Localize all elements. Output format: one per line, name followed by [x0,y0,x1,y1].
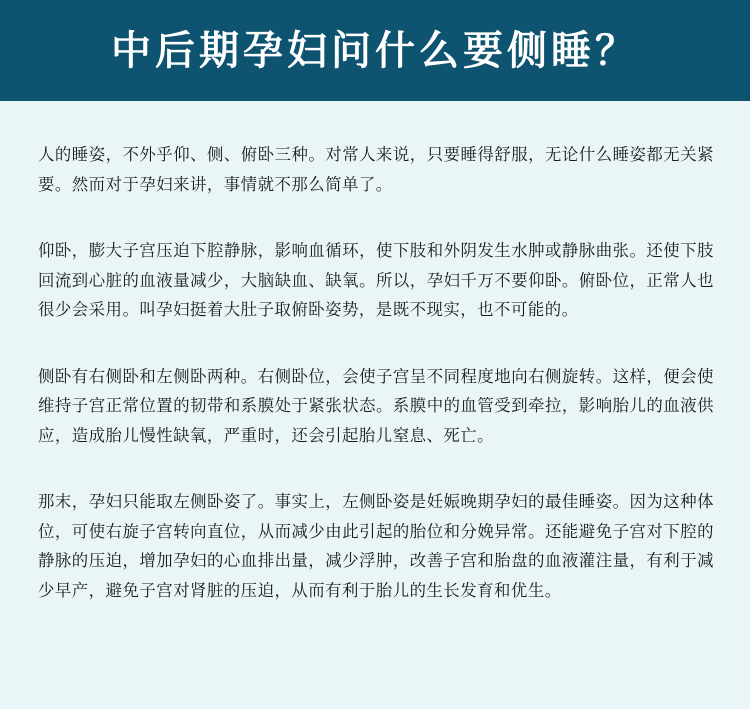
paragraph-side-lying: 侧卧有右侧卧和左侧卧两种。右侧卧位，会使子宫呈不同程度地向右侧旋转。这样，便会使维持子宫正常位置的韧带和系膜处于紧张状态。系膜中的血管受到牵拉，影响胎儿的血液供应，造成胎儿慢性缺氧，严重时，还会引起胎儿窒息、死亡。 [38,366,714,445]
title-banner [0,0,750,101]
article-body [0,101,750,605]
paragraph-sleep-postures: 人的睡姿，不外乎仰、侧、俯卧三种。对常人来说，只要睡得舒服，无论什么睡姿都无关紧要。然而对于孕妇来讲，事情就不那么简单了。 [38,145,714,194]
paragraph-left-side: 那末，孕妇只能取左侧卧姿了。事实上，左侧卧姿是妊娠晚期孕妇的最佳睡姿。因为这种体位，可使右旋子宫转向直位，从而减少由此引起的胎位和分娩异常。还能避免子宫对下腔的静脉的压迫，增加孕妇的心血排出量，减少浮肿，改善子宫和胎盘的血液灌注量，有利于减少早产，避免子宫对肾脏的压迫，从而有利于胎儿的生长发育和优生。 [38,492,714,600]
paragraph-supine-prone: 仰卧，膨大子宫压迫下腔静脉，影响血循环，使下肢和外阴发生水肿或静脉曲张。还使下肢回流到心脏的血液量减少，大脑缺血、缺氧。所以，孕妇千万不要仰卧。俯卧位，正常人也很少会采用。叫孕妇挺着大肚子取俯卧姿势，是既不现实，也不可能的。 [38,241,714,319]
page-title: 中后期孕妇问什么要侧睡？ [111,27,639,74]
